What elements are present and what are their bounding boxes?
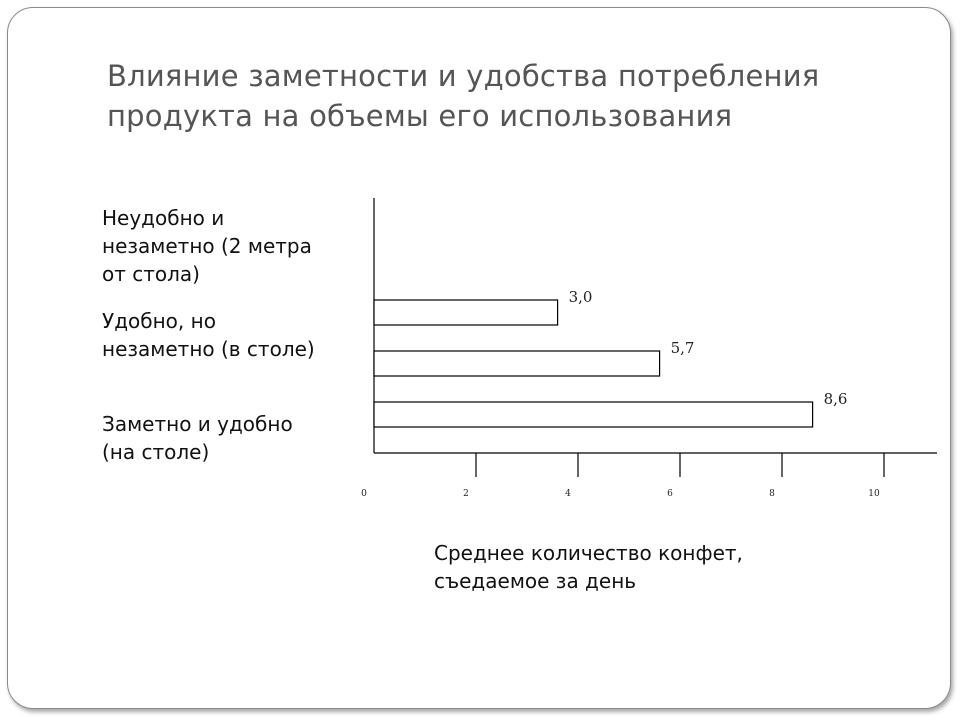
category-label: Заметно и удобно (на столе)	[102, 412, 293, 464]
x-tick-label: 0	[361, 489, 367, 499]
x-tick-label: 8	[769, 489, 775, 499]
chart-ticks	[361, 453, 884, 499]
chart-data-labels	[569, 288, 848, 408]
data-label: 8,6	[823, 390, 848, 408]
x-tick-label: 10	[868, 489, 880, 499]
category-label: Удобно, но незаметно (в столе)	[102, 309, 315, 361]
bar	[374, 300, 558, 325]
bar	[374, 402, 813, 427]
data-label: 3,0	[568, 288, 593, 306]
x-axis-title: Среднее количество конфет, съедаемое за день	[434, 541, 743, 593]
x-tick-label: 4	[565, 489, 571, 499]
bar	[374, 351, 660, 376]
x-tick-label: 6	[667, 489, 673, 499]
data-label: 5,7	[670, 339, 695, 357]
x-tick-label: 2	[463, 489, 469, 499]
slide-title: Влияние заметности и удобства потребления продукта на объемы его использования	[107, 59, 820, 133]
chart-bars	[374, 300, 813, 427]
category-label: Неудобно и незаметно (2 метра от стола)	[102, 206, 312, 286]
